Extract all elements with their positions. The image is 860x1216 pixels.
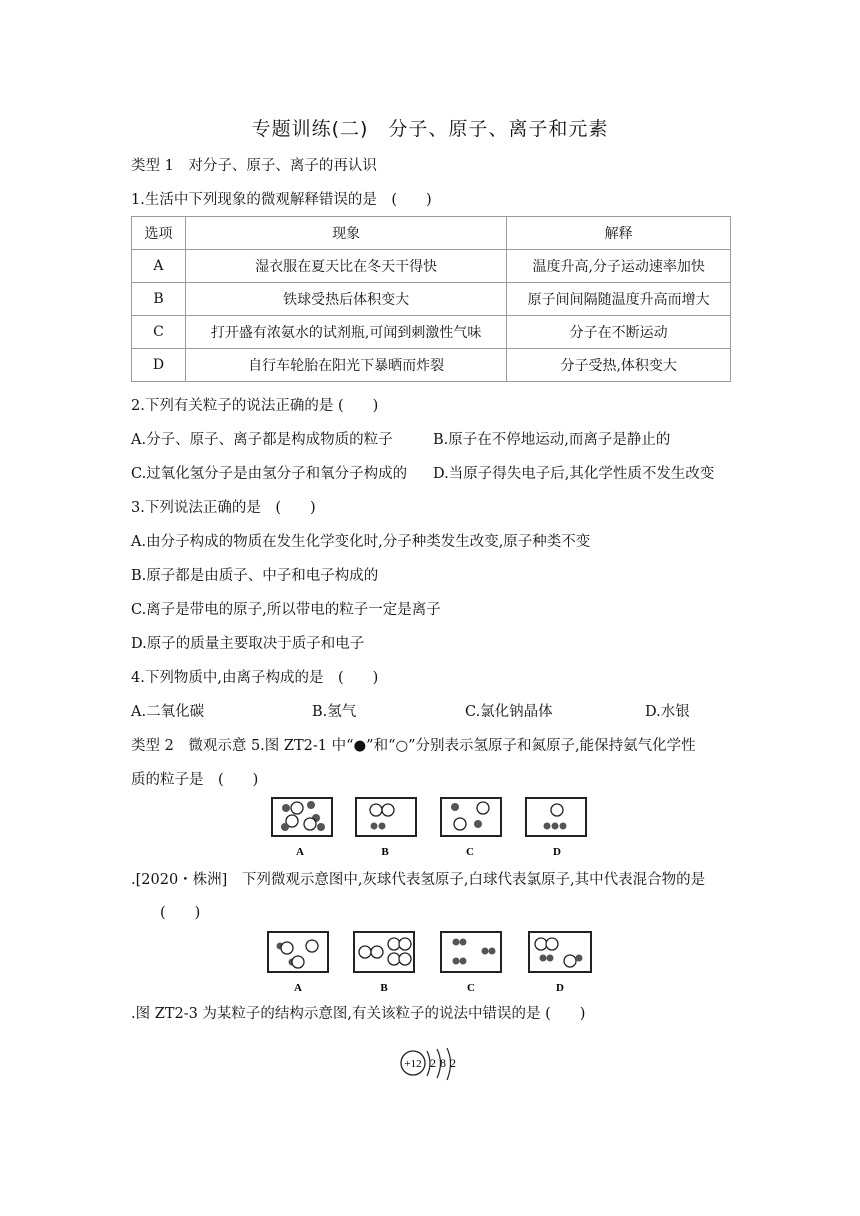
shell-2-count: 8 — [440, 1056, 446, 1070]
q2-option-b: B.原子在不停地运动,而离子是静止的 — [433, 432, 671, 448]
fig1-box-c — [441, 798, 501, 836]
fig2-label-a: A — [294, 982, 302, 994]
q4-option-b: B.氢气 — [312, 704, 357, 720]
fig2-label-c: C — [467, 982, 475, 994]
fig2-box-d — [529, 932, 591, 972]
table-header-row — [132, 217, 731, 250]
shell-3-count: 2 — [450, 1056, 456, 1070]
q6-stem-line2: ( ) — [160, 905, 201, 921]
fig1-label-d: D — [553, 846, 561, 858]
section-heading-type1: 类型 1 对分子、原子、离子的再认识 — [131, 158, 377, 174]
table-row — [132, 349, 731, 382]
q4-option-a: A.二氧化碳 — [131, 704, 205, 720]
q4-stem: 4.下列物质中,由离子构成的是 ( ) — [131, 670, 379, 686]
q1-stem: 1.生活中下列现象的微观解释错误的是 ( ) — [131, 192, 432, 208]
q2-option-c: C.过氧化氢分子是由氢分子和氧分子构成的 — [131, 466, 408, 482]
fig2-box-c — [441, 932, 501, 972]
q3-option-b: B.原子都是由质子、中子和电子构成的 — [131, 568, 379, 584]
table-row — [132, 316, 731, 349]
nucleus-charge: +12 — [404, 1058, 422, 1070]
figure-zt2-3-atom-structure — [396, 1046, 466, 1088]
fig1-box-d — [526, 798, 586, 836]
table-cell: B — [132, 283, 186, 316]
header-cell: 解释 — [507, 217, 731, 250]
q3-stem: 3.下列说法正确的是 ( ) — [131, 500, 316, 516]
fig2-box-a — [268, 932, 328, 972]
table-cell: 自行车轮胎在阳光下暴晒而炸裂 — [185, 349, 506, 382]
q4-option-d: D.水银 — [645, 704, 690, 720]
fig2-label-d: D — [556, 982, 564, 994]
fig1-label-b: B — [381, 846, 389, 858]
table-cell: 分子受热,体积变大 — [507, 349, 731, 382]
fig1-label-c: C — [466, 846, 474, 858]
table-cell: C — [132, 316, 186, 349]
fig2-label-b: B — [380, 982, 388, 994]
table-cell: A — [132, 250, 186, 283]
fig2-box-b — [354, 932, 414, 972]
q3-option-c: C.离子是带电的原子,所以带电的粒子一定是离子 — [131, 602, 441, 618]
table-cell: 分子在不断运动 — [507, 316, 731, 349]
fig1-label-a: A — [296, 846, 304, 858]
q2-stem: 2.下列有关粒子的说法正确的是 ( ) — [131, 398, 379, 414]
q6-stem-line1: .[2020・株洲] 下列微观示意图中,灰球代表氢原子,白球代表氯原子,其中代表混合物的是 — [131, 872, 706, 888]
fig1-box-b — [356, 798, 416, 836]
q3-option-a: A.由分子构成的物质在发生化学变化时,分子种类发生改变,原子种类不变 — [131, 534, 591, 550]
q4-option-c: C.氯化钠晶体 — [465, 704, 553, 720]
fig1-box-a — [272, 798, 332, 836]
header-cell: 选项 — [132, 217, 186, 250]
q2-option-a: A.分子、原子、离子都是构成物质的粒子 — [131, 432, 393, 448]
q5-stem-line1: 类型 2 微观示意 5.图 ZT2-1 中“●”和“○”分别表示氢原子和氮原子,能保持氨气化学性 — [131, 738, 696, 754]
shell-1-count: 2 — [430, 1056, 436, 1070]
q2-option-d: D.当原子得失电子后,其化学性质不发生改变 — [433, 466, 715, 482]
table-cell: 温度升高,分子运动速率加快 — [507, 250, 731, 283]
figure-zt2-1 — [270, 796, 590, 862]
table-cell: 打开盛有浓氨水的试剂瓶,可闻到刺激性气味 — [185, 316, 506, 349]
table-cell: 湿衣服在夏天比在冬天干得快 — [185, 250, 506, 283]
q1-table — [131, 216, 731, 382]
page-title: 专题训练(二) 分子、原子、离子和元素 — [251, 118, 609, 140]
table-row — [132, 283, 731, 316]
q5-stem-line2: 质的粒子是 ( ) — [131, 772, 259, 788]
table-cell: 原子间间隔随温度升高而增大 — [507, 283, 731, 316]
header-cell: 现象 — [185, 217, 506, 250]
q3-option-d: D.原子的质量主要取决于质子和电子 — [131, 636, 365, 652]
table-cell: D — [132, 349, 186, 382]
table-row — [132, 250, 731, 283]
figure-zt2-2 — [266, 928, 596, 998]
table-cell: 铁球受热后体积变大 — [185, 283, 506, 316]
q7-stem: .图 ZT2-3 为某粒子的结构示意图,有关该粒子的说法中错误的是 ( ) — [131, 1006, 586, 1022]
